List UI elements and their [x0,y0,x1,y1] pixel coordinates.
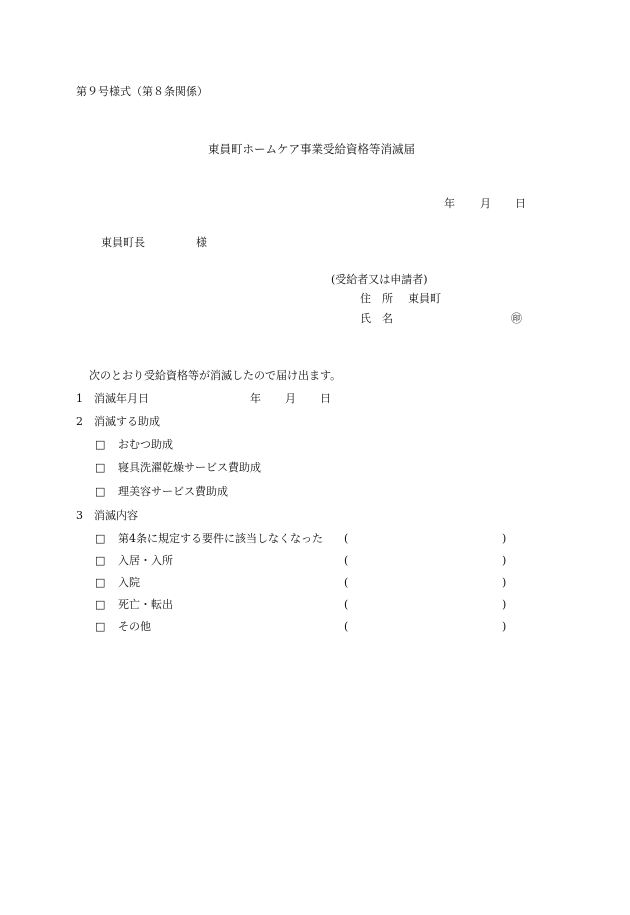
address-value: 東員町 [408,292,441,305]
checkbox[interactable]: □ [95,438,106,451]
reason-item [95,554,105,568]
section-2-label: 2 消滅する助成 [76,415,160,428]
seal-mark: ㊞ [511,312,522,325]
name-label: 氏 名 [360,312,393,325]
paren-open: ( [344,532,349,545]
paren-close: ) [502,620,507,633]
reason-item [95,620,105,634]
paren-close: ) [502,554,507,567]
reason-item [95,532,105,546]
grant-item [95,438,105,452]
reason-label: 入居・入所 [118,554,173,567]
checkbox[interactable]: □ [95,554,106,567]
checkbox[interactable]: □ [95,620,106,633]
section-1-day: 日 [320,392,331,405]
date-month: 月 [480,197,491,210]
section-1-year: 年 [250,392,261,405]
grant-label: 寝具洗濯乾燥サービス費助成 [118,461,261,474]
grant-item [95,485,105,499]
intro-text: 次のとおり受給資格等が消滅したので届け出ます。 [89,369,342,382]
reason-item [95,598,105,612]
reason-label: 入院 [118,576,140,589]
section-1-month: 月 [285,392,296,405]
section-3-label: 3 消滅内容 [76,509,138,522]
checkbox[interactable]: □ [95,485,106,498]
addressee-suffix: 様 [196,236,207,249]
paren-open: ( [344,576,349,589]
checkbox[interactable]: □ [95,461,106,474]
date-day: 日 [515,197,526,210]
paren-open: ( [344,554,349,567]
section-1-label: 1 消滅年月日 [76,392,149,405]
address-label: 住 所 [360,292,393,305]
form-number: 第９号様式（第８条関係） [76,85,208,98]
reason-item [95,576,105,590]
paren-close: ) [502,576,507,589]
reason-label: その他 [118,620,151,633]
paren-close: ) [502,532,507,545]
checkbox[interactable]: □ [95,576,106,589]
paren-open: ( [344,620,349,633]
grant-label: おむつ助成 [118,438,173,451]
grant-label: 理美容サービス費助成 [118,485,228,498]
checkbox[interactable]: □ [95,598,106,611]
paren-close: ) [502,598,507,611]
date-year: 年 [444,197,455,210]
checkbox[interactable]: □ [95,532,106,545]
page-title: 東員町ホームケア事業受給資格等消滅届 [208,142,415,156]
paren-open: ( [344,598,349,611]
reason-label: 第4条に規定する要件に該当しなくなった [118,532,323,545]
reason-label: 死亡・転出 [118,598,173,611]
applicant-label: (受給者又は申請者) [331,273,428,286]
addressee-name: 東員町長 [101,236,145,249]
grant-item [95,461,105,475]
